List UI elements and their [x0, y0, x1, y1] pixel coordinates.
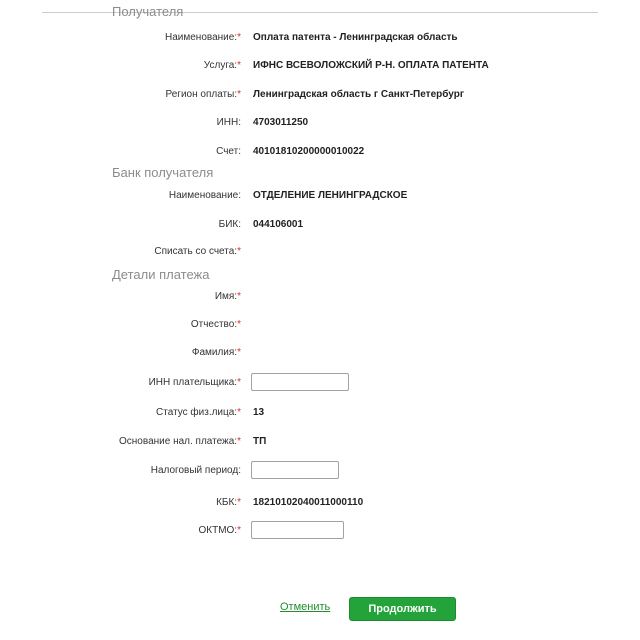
service-label: Услуга:* [203, 60, 241, 71]
required-mark: * [237, 60, 241, 71]
tax-period-label: Налоговый период: [150, 465, 241, 476]
service-value: ИФНС ВСЕВОЛОЖСКИЙ Р-Н. ОПЛАТА ПАТЕНТА [253, 60, 489, 71]
debit-account-label: Списать со счета:* [154, 246, 241, 257]
required-mark: * [237, 32, 241, 43]
recipient-name-value: Оплата патента - Ленинградская область [253, 32, 458, 43]
bank-name-value: ОТДЕЛЕНИЕ ЛЕНИНГРАДСКОЕ [253, 190, 408, 201]
region-label: Регион оплаты:* [165, 89, 241, 100]
recipient-section-title: Получателя [112, 4, 184, 19]
recipient-name-label: Наименование:* [164, 32, 241, 43]
required-mark: * [237, 291, 241, 302]
kbk-value: 18210102040011000110 [253, 497, 364, 508]
basis-value: ТП [253, 436, 267, 447]
region-value: Ленинградская область г Санкт-Петербург [253, 89, 464, 100]
required-mark: * [237, 497, 241, 508]
inn-label: ИНН: [216, 117, 241, 128]
required-mark: * [237, 319, 241, 330]
payer-inn-input[interactable] [251, 373, 349, 391]
inn-value: 4703011250 [253, 117, 309, 128]
required-mark: * [237, 525, 241, 536]
first-name-label: Имя:* [214, 291, 241, 302]
details-section-title: Детали платежа [112, 267, 210, 282]
account-value: 40101810200000010022 [253, 146, 365, 157]
required-mark: * [237, 89, 241, 100]
patronymic-label: Отчество:* [190, 319, 241, 330]
cancel-link[interactable]: Отменить [280, 601, 331, 613]
required-mark: * [237, 377, 241, 388]
account-label: Счет: [216, 146, 241, 157]
payer-inn-label: ИНН плательщика:* [148, 377, 241, 388]
status-label: Статус физ.лица:* [156, 407, 241, 418]
oktmo-input[interactable] [251, 521, 344, 539]
basis-label: Основание нал. платежа:* [119, 436, 241, 447]
required-mark: * [237, 407, 241, 418]
required-mark: * [237, 246, 241, 257]
bank-section-title: Банк получателя [112, 165, 214, 180]
status-value: 13 [253, 407, 265, 418]
kbk-label: КБК:* [216, 497, 241, 508]
required-mark: * [237, 347, 241, 358]
continue-button[interactable]: Продолжить [349, 597, 456, 621]
bik-label: БИК: [218, 219, 241, 230]
bank-name-label: Наименование: [168, 190, 241, 201]
last-name-label: Фамилия:* [191, 347, 241, 358]
required-mark: * [237, 436, 241, 447]
tax-period-input[interactable] [251, 461, 339, 479]
oktmo-label: ОКТМО:* [198, 525, 241, 536]
bik-value: 044106001 [253, 219, 304, 230]
